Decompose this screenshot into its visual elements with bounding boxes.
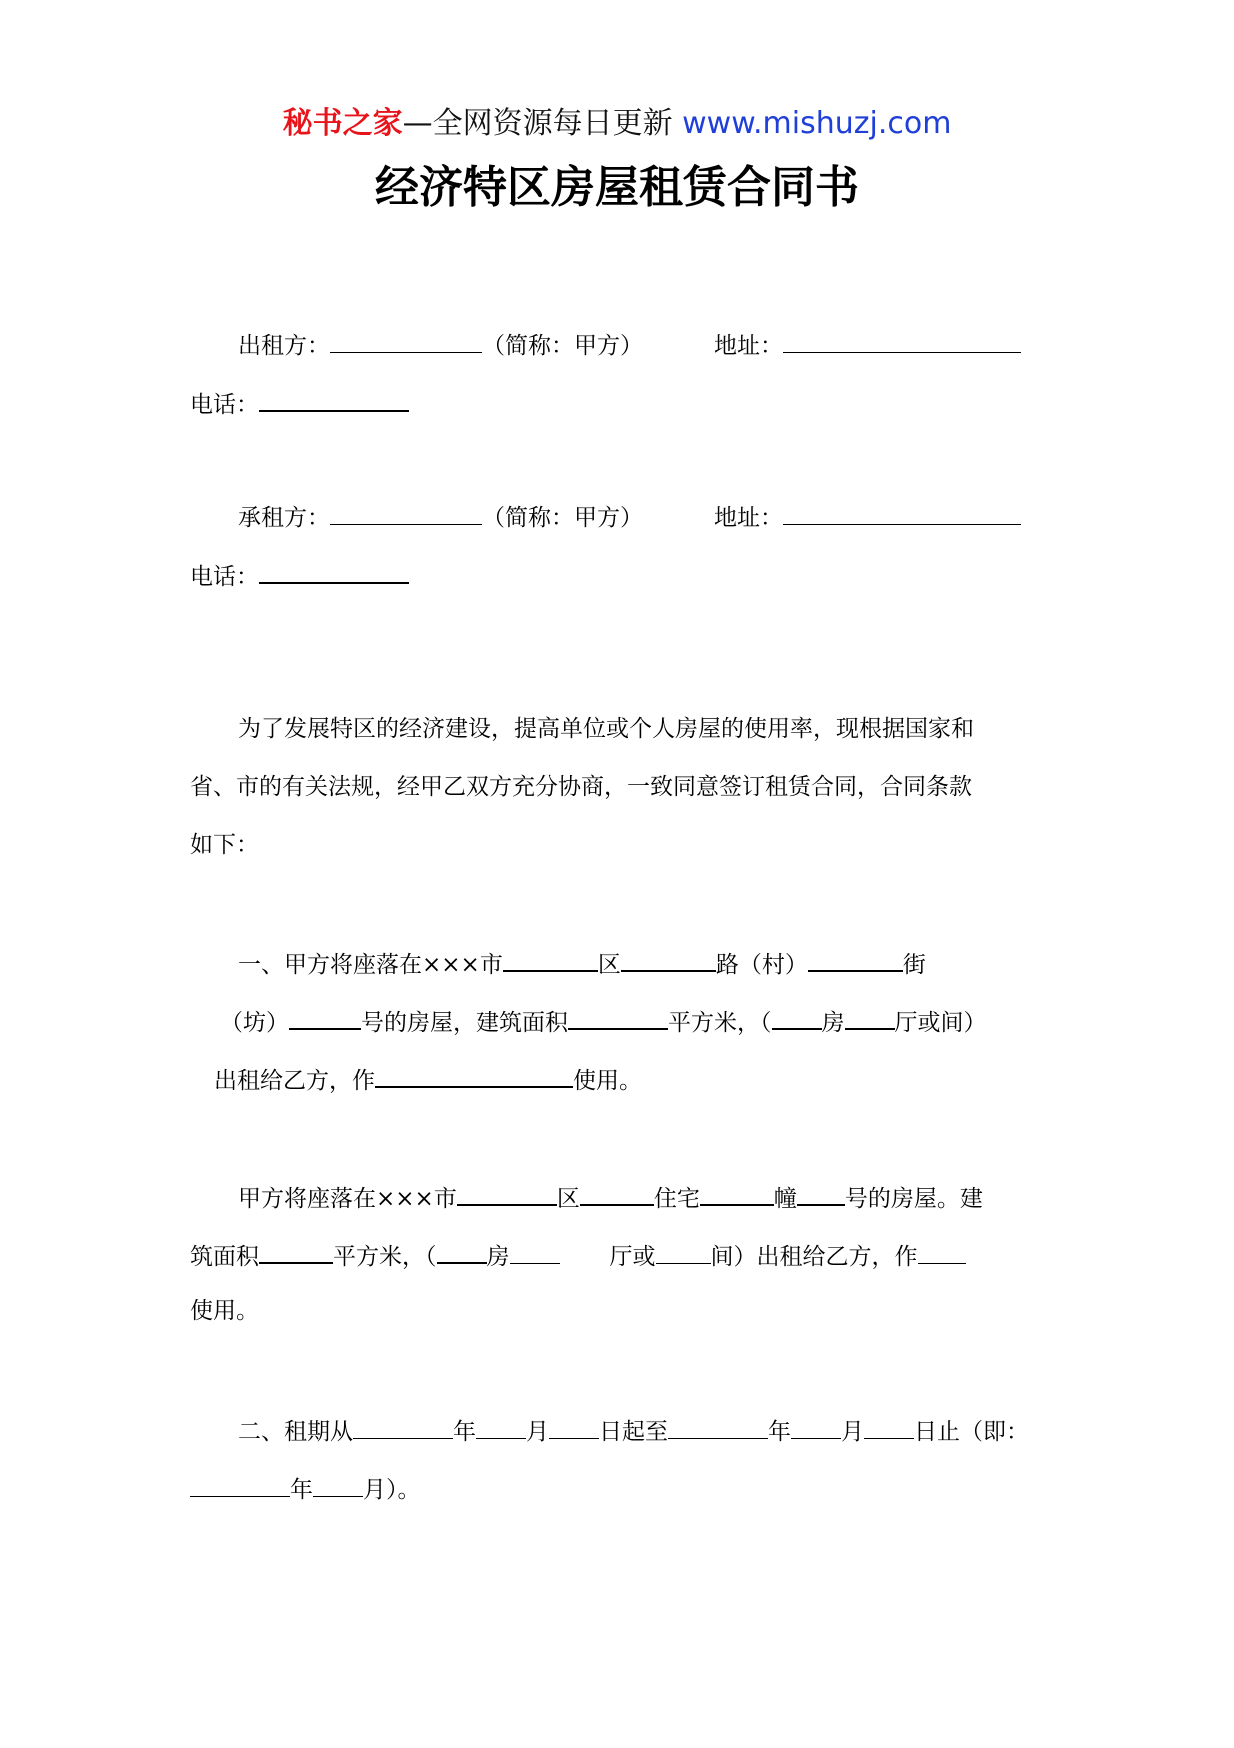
lessee-phone-line [190, 558, 409, 592]
lessor-phone-line [190, 386, 409, 420]
clause2-text: 月）。 [363, 1477, 421, 1503]
area-blank[interactable] [259, 1238, 333, 1264]
clause1b-text: 区 [556, 1186, 580, 1212]
lessor-abbr: （简称：甲方） [482, 333, 643, 359]
clause1b-text: 筑面积 [190, 1244, 259, 1270]
lessor-address-line [714, 328, 1021, 361]
clause1-text: 平方米，（ [668, 1010, 772, 1036]
clause2-text: 日止（即： [914, 1419, 1029, 1445]
clause2-text: 年 [453, 1419, 476, 1445]
lessor-label: 出租方： [238, 333, 330, 359]
intro-line-1: 为了发展特区的经济建设，提高单位或个人房屋的使用率，现根据国家和 [238, 716, 974, 742]
header-banner [0, 104, 1234, 144]
clause1b-line-1 [238, 1180, 983, 1214]
clause1b-text: 房 [486, 1244, 510, 1270]
banner-url[interactable]: www.mishuzj.com [682, 106, 952, 141]
lessee-name-blank[interactable] [330, 500, 482, 525]
clause1b-text: 号的房屋。建 [844, 1186, 983, 1212]
lessee-address-blank[interactable] [783, 500, 1021, 525]
city-blank[interactable] [503, 946, 598, 972]
clause1b-text: 间）出租给乙方，作 [710, 1244, 918, 1270]
clause1-text: 厅或间） [894, 1010, 987, 1036]
clause1-text: 使用。 [573, 1068, 642, 1094]
clause1-text: 一、甲方将座落在×××市 [238, 952, 503, 978]
city-blank[interactable] [457, 1180, 557, 1206]
clause2-text: 月 [526, 1419, 549, 1445]
clause1b-text: 平方米，（ [333, 1244, 437, 1270]
lessor-address-label: 地址： [714, 333, 783, 359]
halls-blank[interactable] [510, 1239, 560, 1264]
clause1b-text: 厅或 [609, 1244, 656, 1270]
clause1-text: 区 [597, 952, 621, 978]
clause1-text: 号的房屋，建筑面积 [361, 1010, 568, 1036]
clause1b-text: 幢 [773, 1186, 797, 1212]
lessee-label: 承租方： [238, 505, 330, 531]
end-month-blank[interactable] [791, 1414, 841, 1439]
halls-blank[interactable] [845, 1004, 895, 1030]
clause1b-text: 住宅 [653, 1186, 700, 1212]
intro-line-3: 如下： [190, 832, 259, 858]
usage-blank[interactable] [375, 1062, 573, 1088]
lessee-phone-blank[interactable] [259, 558, 409, 584]
lessor-line [238, 328, 643, 361]
clause1-text: 出租给乙方，作 [214, 1068, 375, 1094]
units-blank[interactable] [656, 1239, 711, 1264]
building-blank[interactable] [797, 1180, 845, 1206]
duration-months-blank[interactable] [313, 1472, 363, 1497]
house-number-blank[interactable] [289, 1004, 361, 1030]
start-day-blank[interactable] [549, 1414, 599, 1439]
clause2-text: 日起至 [599, 1419, 668, 1445]
clause1-line-3 [214, 1062, 642, 1096]
clause2-line-1 [238, 1414, 1029, 1447]
clause1b-line-3: 使用。 [190, 1298, 259, 1324]
clause2-text: 年 [290, 1477, 313, 1503]
clause2-line-2 [190, 1472, 421, 1505]
residence-blank[interactable] [700, 1180, 774, 1206]
area-blank[interactable] [568, 1004, 668, 1030]
clause1b-line-2 [190, 1238, 966, 1272]
duration-years-blank[interactable] [190, 1472, 290, 1497]
clause1-line-2 [220, 1004, 987, 1038]
banner-tagline: —全网资源每日更新 [402, 106, 683, 141]
clause1-text: 路（村） [715, 952, 808, 978]
end-day-blank[interactable] [864, 1414, 914, 1439]
clause1b-text: 甲方将座落在×××市 [238, 1186, 457, 1212]
end-year-blank[interactable] [668, 1414, 768, 1439]
document-title: 经济特区房屋租赁合同书 [375, 162, 859, 213]
clause2-text: 二、租期从 [238, 1419, 353, 1445]
road-blank[interactable] [808, 946, 903, 972]
lessor-phone-blank[interactable] [259, 386, 409, 412]
rooms-blank[interactable] [772, 1004, 822, 1030]
rooms-blank[interactable] [437, 1238, 487, 1264]
clause1-line-1 [238, 946, 926, 980]
intro-line-2: 省、市的有关法规，经甲乙双方充分协商，一致同意签订租赁合同，合同条款 [190, 774, 972, 800]
start-year-blank[interactable] [353, 1414, 453, 1439]
clause1-text: 街 [902, 952, 926, 978]
lessee-address-line [714, 500, 1021, 533]
lessee-address-label: 地址： [714, 505, 783, 531]
lessee-phone-label: 电话： [190, 564, 259, 590]
clause2-text: 年 [768, 1419, 791, 1445]
lessor-phone-label: 电话： [190, 392, 259, 418]
district-blank[interactable] [621, 946, 716, 972]
brand-name: 秘书之家 [282, 106, 403, 141]
usage-blank[interactable] [918, 1239, 966, 1264]
clause1-text: （坊） [220, 1010, 289, 1036]
lessor-name-blank[interactable] [330, 328, 482, 353]
start-month-blank[interactable] [476, 1414, 526, 1439]
lessee-abbr: （简称：甲方） [482, 505, 643, 531]
district-blank[interactable] [580, 1180, 654, 1206]
clause1-text: 房 [821, 1010, 845, 1036]
lessee-line [238, 500, 643, 533]
clause2-text: 月 [841, 1419, 864, 1445]
lessor-address-blank[interactable] [783, 328, 1021, 353]
